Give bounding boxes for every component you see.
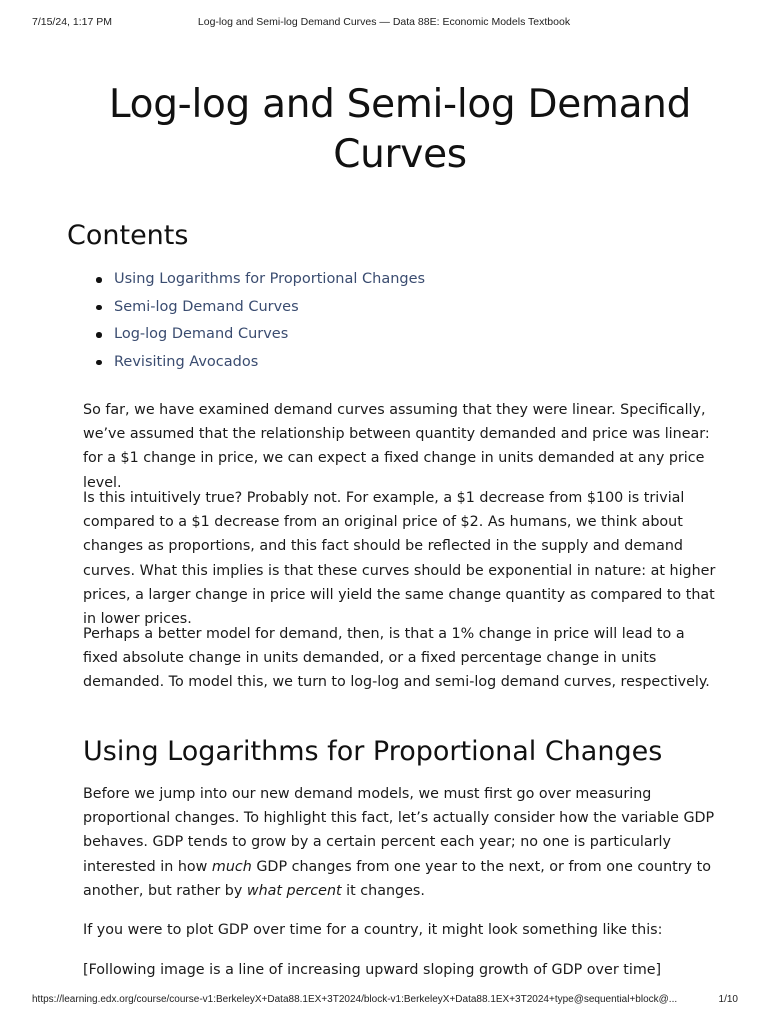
toc-item — [96, 294, 425, 322]
print-document-title: Log-log and Semi-log Demand Curves — Data 88E: Economic Models Textbook — [197, 16, 571, 28]
print-date: 7/15/24, 1:17 PM — [32, 16, 112, 28]
paragraph-text: it changes. — [341, 882, 425, 899]
bullet-icon — [96, 277, 102, 283]
print-url: https://learning.edx.org/course/course-v1:BerkeleyX+Data88.1EX+3T2024/block-v1:BerkeleyX+Data88.1EX+3T2024+type@sequential+block@... — [32, 994, 678, 1005]
intro-paragraph-3: Perhaps a better model for demand, then, is that a 1% change in price will lead to a fixed absolute change in units demanded, or a fixed percentage change in units demanded. To model this, we turn to log-log and semi-log demand curves, respectively. — [83, 626, 710, 691]
toc-item — [96, 349, 425, 377]
bullet-icon — [96, 360, 102, 366]
bullet-icon — [96, 305, 102, 311]
toc-link-log-log[interactable]: Log-log Demand Curves — [114, 326, 289, 343]
toc-link-logarithms[interactable]: Using Logarithms for Proportional Changes — [114, 271, 426, 287]
toc-link-avocados[interactable]: Revisiting Avocados — [114, 353, 259, 370]
toc-item — [96, 266, 425, 294]
intro-paragraph-1: So far, we have examined demand curves assuming that they were linear. Specifically, we’ve assumed that the relationship between quantity demanded and price was linear: for a $1 change in price, we can expect a fixed change in units demanded at any price level. — [83, 402, 710, 491]
image-placeholder-text: [Following image is a line of increasing upward sloping growth of GDP over time] — [83, 962, 662, 978]
bullet-icon — [96, 332, 102, 338]
section-paragraph-1 — [83, 782, 723, 903]
paragraph-text: GDP changes from one year to the next, or from one country to another, but rather by — [83, 858, 711, 899]
intro-paragraph-2: Is this intuitively true? Probably not. For example, a $1 decrease from $100 is trivial compared to a $1 decrease from an original price of $2. As humans, we think about changes as proportions, and this fact should be reflected in the supply and demand curves. What this implies is that these curves should be exponential in nature: at higher prices, a larger change in price will yield the same change quantity as compared to that in lower prices. — [83, 490, 716, 628]
print-header — [0, 16, 768, 30]
paragraph-text: Before we jump into our new demand models, we must first go over measuring proportional changes. To highlight this fact, let’s actually consider how the variable GDP behaves. GDP tends to grow by a certain percent each year; no one is particularly interested in how — [83, 786, 715, 875]
page-title: Log-log and Semi-log Demand Curves — [108, 82, 692, 177]
section-paragraph-2: If you were to plot GDP over time for a country, it might look something like this: — [83, 922, 663, 938]
emphasis-what-percent: what percent — [246, 882, 342, 899]
section-heading-logarithms: Using Logarithms for Proportional Changes — [83, 736, 663, 767]
emphasis-much: much — [211, 858, 252, 875]
table-of-contents — [96, 266, 425, 376]
toc-link-semi-log[interactable]: Semi-log Demand Curves — [114, 298, 299, 315]
toc-item — [96, 321, 425, 349]
page-number: 1/10 — [718, 994, 738, 1005]
contents-heading: Contents — [67, 220, 189, 251]
